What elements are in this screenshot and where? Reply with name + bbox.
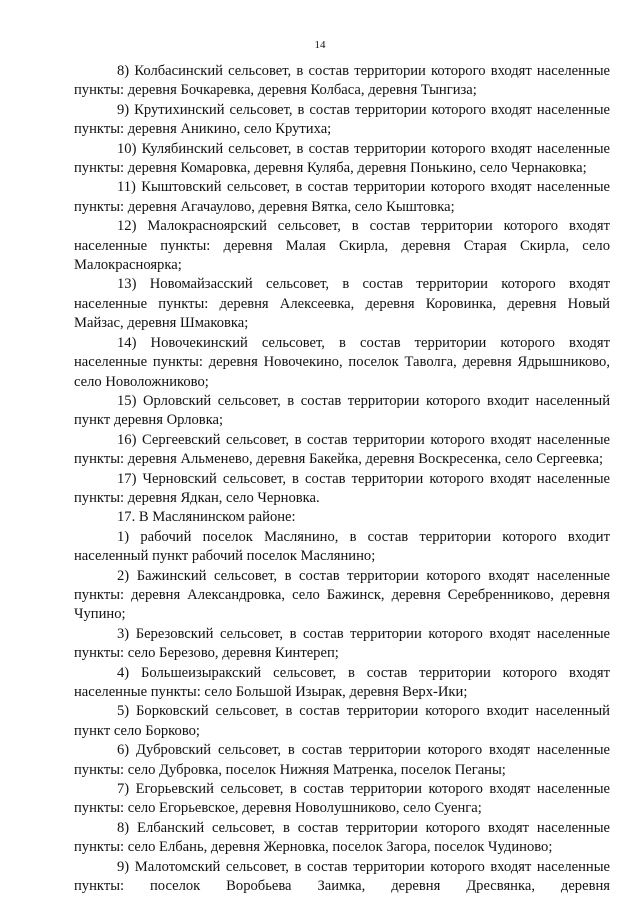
paragraph: 5) Борковский сельсовет, в состав территории которого входит населенный пункт село Борково; [74, 703, 610, 739]
paragraph: 8) Елбанский сельсовет, в состав территории которого входят населенные пункты: село Елбань, деревня Жерновка, поселок Загора, поселок Чудиново; [74, 819, 610, 856]
paragraph: 15) Орловский сельсовет, в состав территории которого входит населенный пункт деревня Орловка; [74, 392, 610, 429]
paragraph: 16) Сергеевский сельсовет, в состав территории которого входят населенные пункты: деревня Альменево, деревня Бакейка, деревня Воскресенка, село Сергеевка; [74, 431, 610, 468]
paragraph: 14) Новочекинский сельсовет, в состав территории которого входят населенные пункты: деревня Новочекино, поселок Таволга, деревня Ядрышниково, село Новоложниково; [74, 334, 610, 390]
paragraph: 4) Большеизыракский сельсовет, в состав территории которого входят населенные пункты: село Большой Изырак, деревня Верх-Ики; [74, 664, 610, 700]
paragraph: 13) Новомайзасский сельсовет, в состав территории которого входят населенные пункты: деревня Алексеевка, деревня Коровинка, деревня Новый Майзас, деревня Шмаковка; [74, 276, 610, 332]
paragraph: 17) Черновский сельсовет, в состав территории которого входят населенные пункты: деревня Ядкан, село Черновка. [74, 470, 610, 506]
paragraph: 10) Кулябинский сельсовет, в состав территории которого входят населенные пункты: деревня Комаровка, деревня Куляба, деревня Понькино, село Чернаковка; [74, 140, 610, 177]
document-body [74, 62, 610, 896]
section-heading: 17. В Маслянинском районе: [117, 509, 296, 526]
paragraph: 9) Малотомский сельсовет, в состав территории которого входят населенные пункты: поселок Воробьева Заимка, деревня Дресвянка, деревня [74, 858, 610, 895]
paragraph: 2) Бажинский сельсовет, в состав территории которого входят населенные пункты: деревня Александровка, село Бажинск, деревня Серебренниково, деревня Чупино; [74, 567, 610, 623]
paragraph: 9) Крутихинский сельсовет, в состав территории которого входят населенные пункты: деревня Аникино, село Крутиха; [74, 101, 610, 138]
paragraph: 6) Дубровский сельсовет, в состав территории которого входят населенные пункты: село Дубровка, поселок Нижняя Матренка, поселок Пеганы; [74, 742, 610, 778]
paragraph: 8) Колбасинский сельсовет, в состав территории которого входят населенные пункты: деревня Бочкаревка, деревня Колбаса, деревня Тынгиза; [74, 63, 610, 99]
paragraph: 11) Кыштовский сельсовет, в состав территории которого входят населенные пункты: деревня Агачаулово, деревня Вятка, село Кыштовка; [74, 179, 610, 215]
paragraph: 12) Малокрасноярский сельсовет, в состав территории которого входят населенные пункты: деревня Малая Скирла, деревня Старая Скирла, село Малокрасноярка; [74, 218, 610, 274]
page-number: 14 [314, 39, 326, 51]
paragraph: 7) Егорьевский сельсовет, в состав территории которого входят населенные пункты: село Егорьевское, деревня Новолушниково, село Суенга; [74, 781, 610, 817]
paragraph: 3) Березовский сельсовет, в состав территории которого входят населенные пункты: село Березово, деревня Кинтереп; [74, 625, 610, 662]
paragraph: 1) рабочий поселок Маслянино, в состав территории которого входит населенный пункт рабочий поселок Маслянино; [74, 528, 610, 565]
